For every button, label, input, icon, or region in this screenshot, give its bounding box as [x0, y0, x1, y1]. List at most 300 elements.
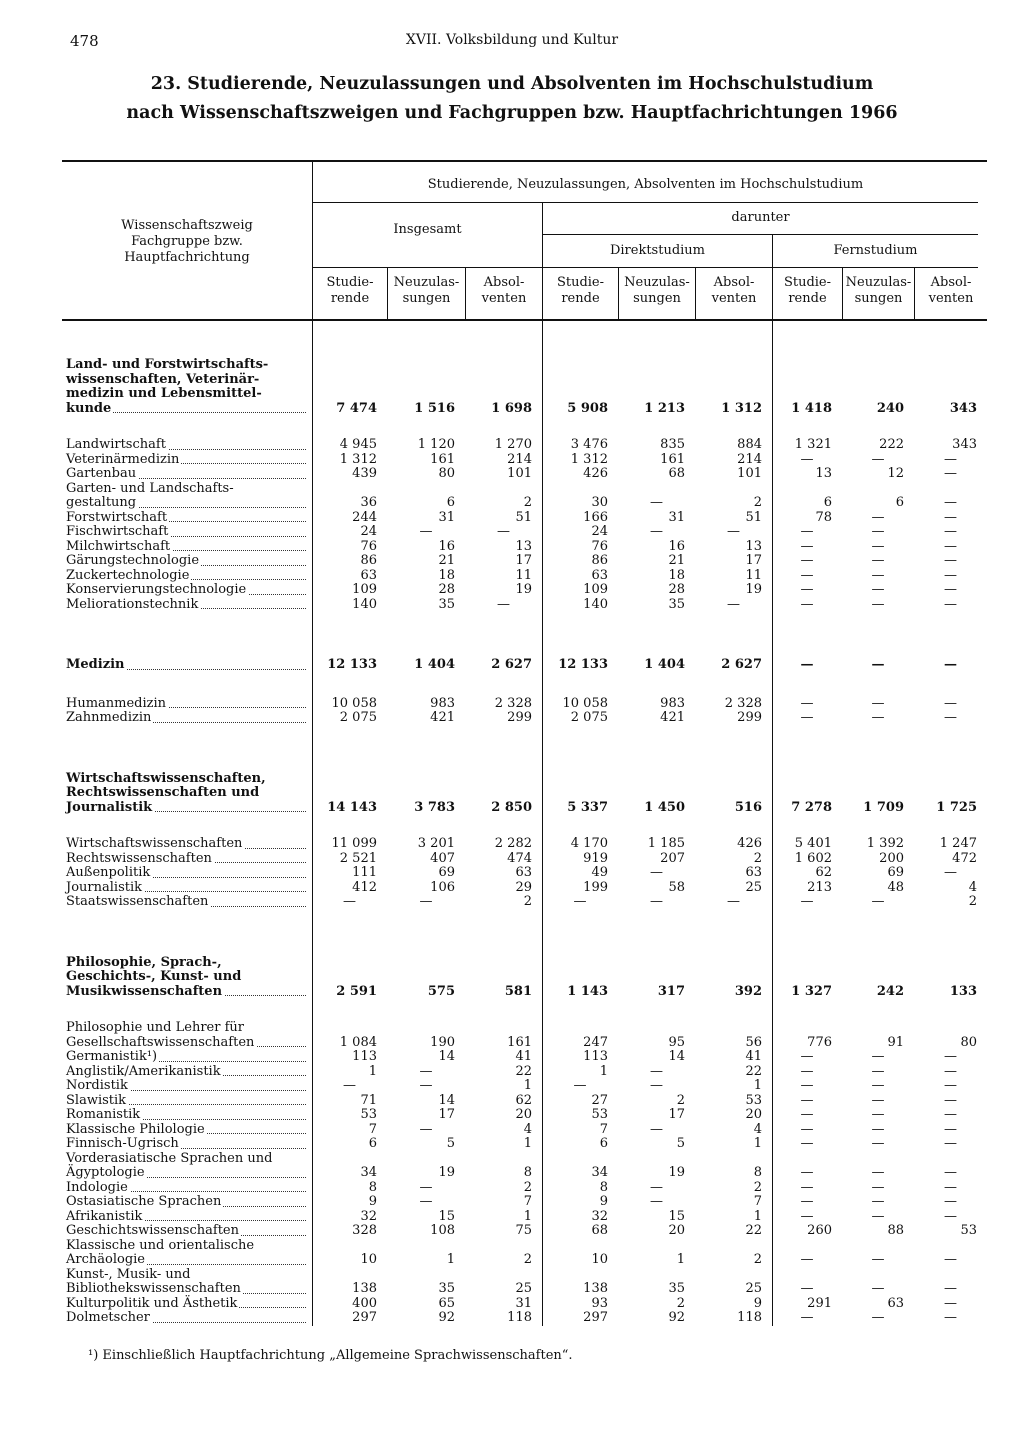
row-label — [62, 1210, 312, 1225]
col-neuzulassungen-direkt: Neuzulas- sungen — [624, 275, 690, 306]
row-label — [62, 1108, 312, 1123]
cell-value: 1 185 — [647, 836, 685, 851]
row-label-text: Milchwirtschaft — [66, 538, 171, 554]
row-label — [62, 837, 312, 852]
cell-value: 5 — [446, 1136, 455, 1151]
row-label-line — [66, 658, 312, 673]
table-row — [62, 852, 987, 867]
cell-value: — — [944, 466, 957, 481]
row-label-line — [66, 697, 312, 712]
cell-value: 19 — [438, 1165, 455, 1180]
row-label-line — [66, 1065, 312, 1080]
row-label — [62, 1152, 312, 1181]
row-label — [62, 1137, 312, 1152]
cell-value: 10 — [360, 1252, 377, 1267]
cell-value: 8 — [753, 1165, 762, 1180]
cell-value: — — [343, 894, 356, 909]
cell-value: 214 — [507, 451, 532, 467]
cell-value: 2 — [753, 1179, 762, 1195]
row-label — [62, 1123, 312, 1138]
row-label-line — [66, 1094, 312, 1109]
cell-value: 1 450 — [644, 799, 685, 815]
row-label — [62, 1195, 312, 1210]
cell-value: 109 — [583, 582, 608, 597]
cell-value: 242 — [876, 983, 904, 999]
cell-value: 2 850 — [491, 799, 532, 815]
cell-value: 8 — [368, 1179, 377, 1195]
cell-value: 30 — [591, 495, 608, 510]
cell-value: — — [573, 894, 587, 909]
cell-value: 63 — [745, 865, 762, 880]
cell-value: 49 — [591, 865, 608, 880]
row-spacer — [62, 320, 987, 358]
cell-value: 9 — [368, 1194, 377, 1209]
cell-value: — — [419, 1179, 433, 1195]
cell-value: — — [871, 596, 885, 612]
cell-value: 22 — [745, 1063, 762, 1079]
row-label — [62, 453, 312, 468]
cell-value: 18 — [438, 567, 455, 583]
cell-value: 1 327 — [791, 983, 832, 999]
table-row — [62, 438, 987, 453]
cell-value: — — [871, 1063, 885, 1079]
row-label-line: Garten- und Landschafts- — [66, 480, 234, 496]
row-label — [62, 540, 312, 555]
cell-value: 63 — [360, 567, 377, 583]
cell-value: 1 404 — [414, 657, 455, 672]
table-row — [62, 1137, 987, 1152]
cell-value: — — [944, 1179, 957, 1195]
table-header — [62, 160, 987, 320]
row-label-text: Fischwirtschaft — [66, 524, 169, 539]
row-label-line — [66, 1282, 312, 1297]
row-label — [62, 956, 312, 1000]
col-studierende-fern: Studie- rende — [783, 275, 832, 306]
cell-value: 14 — [438, 1092, 455, 1108]
row-label-text: Zuckertechnologie — [66, 567, 190, 583]
group-row — [62, 358, 987, 416]
cell-value: 28 — [668, 582, 685, 597]
cell-value: — — [800, 1136, 814, 1151]
cell-value: 113 — [583, 1049, 608, 1064]
cell-value: 2 — [753, 1252, 762, 1267]
cell-value: — — [343, 1078, 356, 1093]
row-label-line: Philosophie und Lehrer für — [66, 1020, 244, 1035]
cell-value: 11 — [745, 567, 762, 583]
cell-value: 776 — [807, 1034, 832, 1050]
cell-value: — — [944, 1078, 957, 1093]
cell-value: 4 — [968, 879, 977, 895]
header-fernstudium: Fernstudium — [833, 243, 918, 258]
row-label — [62, 1065, 312, 1080]
cell-value: 1 516 — [414, 400, 455, 416]
cell-value: 2 — [968, 894, 977, 909]
cell-value: — — [944, 1281, 957, 1296]
cell-value: — — [800, 524, 814, 539]
row-label-text: Geschichtswissenschaften — [66, 1223, 239, 1238]
cell-value: — — [944, 538, 957, 554]
cell-value: 1 120 — [417, 437, 455, 452]
cell-value: 25 — [745, 1281, 762, 1296]
cell-value: 1 312 — [570, 451, 608, 467]
cell-value: 161 — [660, 451, 685, 467]
row-label-line — [66, 496, 312, 511]
statistics-table — [62, 160, 987, 1326]
table-row — [62, 569, 987, 584]
cell-value: — — [944, 1310, 957, 1325]
cell-value: 53 — [745, 1092, 762, 1108]
cell-value: 12 133 — [327, 657, 377, 672]
cell-value: — — [800, 538, 814, 554]
cell-value: — — [871, 567, 885, 583]
cell-value: — — [871, 1252, 885, 1267]
row-label-text: Konservierungstechnologie — [66, 582, 247, 597]
cell-value: 32 — [591, 1208, 608, 1224]
cell-value: 581 — [504, 983, 532, 999]
cell-value: 2 — [676, 1092, 685, 1108]
cell-value: 1 — [368, 1063, 377, 1079]
cell-value: — — [800, 1049, 814, 1064]
row-label-line — [66, 895, 312, 910]
row-label-line — [66, 837, 312, 852]
row-label — [62, 1094, 312, 1109]
cell-value: 63 — [887, 1295, 904, 1311]
row-label-line — [66, 453, 312, 468]
cell-value: — — [944, 451, 957, 467]
cell-value: 31 — [668, 509, 685, 525]
cell-value: — — [944, 1136, 957, 1151]
cell-value: 575 — [427, 983, 455, 999]
row-label-text: Gärungstechnologie — [66, 553, 200, 568]
cell-value: 1 404 — [644, 657, 685, 672]
cell-value: 69 — [887, 865, 904, 880]
cell-value: 58 — [668, 879, 685, 895]
cell-value: — — [727, 596, 740, 612]
cell-value: 13 — [745, 538, 762, 554]
cell-value: 24 — [591, 524, 608, 539]
row-label — [62, 866, 312, 881]
cell-value: 2 — [753, 850, 762, 866]
cell-value: 12 133 — [558, 657, 608, 672]
row-label-line — [66, 438, 312, 453]
cell-value: 9 — [599, 1194, 608, 1209]
cell-value: — — [871, 1136, 885, 1151]
cell-value: — — [650, 524, 663, 539]
row-label-line — [66, 852, 312, 867]
row-label-line — [66, 402, 312, 417]
cell-value: 1 213 — [644, 400, 685, 416]
cell-value: 1 709 — [863, 799, 904, 815]
header-top: Studierende, Neuzulassungen, Absolventen im Hochschulstudium — [427, 177, 864, 192]
cell-value: — — [650, 1121, 663, 1137]
row-label — [62, 1224, 312, 1239]
cell-value: 138 — [583, 1281, 608, 1296]
cell-value: 2 627 — [491, 657, 532, 672]
cell-value: — — [419, 1121, 433, 1137]
row-label-line — [66, 511, 312, 526]
cell-value: — — [871, 553, 885, 568]
row-label — [62, 358, 312, 416]
cell-value: 884 — [737, 437, 762, 452]
row-label — [62, 1268, 312, 1297]
cell-value: 2 328 — [724, 695, 762, 711]
cell-value: 4 — [523, 1121, 532, 1137]
row-label-line: Geschichts-, Kunst- und — [66, 969, 242, 984]
cell-value: — — [800, 695, 814, 711]
row-label — [62, 881, 312, 896]
row-label-text: Anglistik/Amerikanistik — [66, 1063, 221, 1079]
cell-value: — — [871, 1194, 885, 1209]
cell-value: — — [650, 1194, 663, 1209]
row-label-text: Kulturpolitik und Ästhetik — [66, 1295, 238, 1311]
row-label-line — [66, 711, 312, 726]
row-label-text: Landwirtschaft — [66, 437, 166, 452]
cell-value: 53 — [960, 1223, 977, 1238]
row-label-line — [66, 1166, 312, 1181]
cell-value: 92 — [668, 1310, 685, 1325]
row-label-line — [66, 1224, 312, 1239]
cell-value: 9 — [753, 1295, 762, 1311]
cell-value: 1 — [523, 1208, 532, 1224]
title-line-1: 23. Studierende, Neuzulassungen und Absolventen im Hochschulstudium — [150, 74, 874, 94]
cell-value: — — [944, 1295, 957, 1311]
cell-value: 1 270 — [494, 437, 532, 452]
row-label-text: Gesellschaftswissenschaften — [66, 1034, 255, 1050]
col-neuzulassungen-insgesamt: Neuzulas- sungen — [393, 275, 460, 306]
row-label-text: Bibliothekswissenschaften — [66, 1281, 241, 1296]
cell-value: 34 — [360, 1165, 377, 1180]
cell-value: — — [944, 1165, 957, 1180]
cell-value: 80 — [960, 1034, 977, 1050]
row-label — [62, 697, 312, 712]
cell-value: — — [871, 1078, 885, 1093]
row-spacer — [62, 815, 987, 837]
cell-value: 3 201 — [417, 836, 455, 851]
row-label — [62, 467, 312, 482]
cell-value: — — [800, 1063, 814, 1079]
row-label — [62, 772, 312, 816]
cell-value: 1 418 — [791, 400, 832, 416]
cell-value: 343 — [949, 400, 977, 416]
row-label-text: Afrikanistik — [66, 1208, 143, 1224]
cell-value: 328 — [352, 1223, 377, 1238]
cell-value: 6 — [895, 495, 904, 510]
cell-value: 1 — [523, 1078, 532, 1093]
cell-value: 7 — [368, 1121, 377, 1137]
cell-value: 5 337 — [567, 799, 608, 815]
row-label-text: Meliorationstechnik — [66, 596, 199, 612]
cell-value: 1 725 — [936, 799, 977, 815]
cell-value: 101 — [737, 466, 762, 481]
cell-value: 291 — [807, 1295, 832, 1311]
cell-value: — — [871, 524, 885, 539]
cell-value: 3 783 — [414, 799, 455, 815]
table-row — [62, 1268, 987, 1297]
table-row — [62, 554, 987, 569]
col-absolventen-fern: Absol- venten — [928, 275, 974, 306]
cell-value: — — [419, 524, 433, 539]
row-label-text: Romanistik — [66, 1107, 141, 1122]
row-label-text: Gartenbau — [66, 466, 137, 481]
footnote: ¹) Einschließlich Hauptfachrichtung „Allgemeine Sprachwissenschaften“. — [88, 1348, 573, 1363]
cell-value: 41 — [745, 1049, 762, 1064]
col-studierende-direkt: Studie- rende — [556, 275, 605, 306]
row-label — [62, 852, 312, 867]
cell-value: — — [800, 1078, 814, 1093]
row-label-line — [66, 1079, 312, 1094]
cell-value: — — [871, 451, 885, 467]
table-row — [62, 1050, 987, 1065]
cell-value: 10 — [591, 1252, 608, 1267]
row-label-line — [66, 866, 312, 881]
cell-value: — — [800, 567, 814, 583]
table-row — [62, 881, 987, 896]
cell-value: 8 — [523, 1165, 532, 1180]
cell-value: — — [944, 865, 957, 880]
cell-value: 109 — [352, 582, 377, 597]
cell-value: 421 — [660, 710, 685, 725]
cell-value: 299 — [737, 710, 762, 725]
cell-value: 516 — [734, 799, 762, 815]
row-label — [62, 1311, 312, 1326]
row-label-line: Wirtschaftswissenschaften, — [66, 770, 266, 786]
group-row — [62, 658, 987, 673]
cell-value: 53 — [360, 1107, 377, 1122]
table-row — [62, 525, 987, 540]
row-label — [62, 711, 312, 726]
cell-value: 472 — [952, 850, 977, 866]
cell-value: 214 — [737, 451, 762, 467]
cell-value: 4 170 — [570, 836, 608, 851]
cell-value: — — [727, 524, 740, 539]
cell-value: 1 312 — [721, 400, 762, 416]
cell-value: — — [871, 582, 885, 597]
cell-value: 71 — [360, 1092, 377, 1108]
row-label-text: gestaltung — [66, 495, 137, 510]
cell-value: — — [871, 1179, 885, 1195]
table-row — [62, 1210, 987, 1225]
row-label-text: Medizin — [66, 657, 125, 672]
cell-value: 983 — [660, 695, 685, 711]
cell-value: 4 945 — [339, 437, 377, 452]
cell-value: 86 — [591, 553, 608, 568]
row-label-line — [66, 569, 312, 584]
cell-value: 28 — [438, 582, 455, 597]
cell-value: 20 — [668, 1223, 685, 1238]
cell-value: 14 — [668, 1049, 685, 1064]
cell-value: — — [944, 1121, 957, 1137]
row-label-line — [66, 1297, 312, 1312]
cell-value: — — [497, 524, 510, 539]
table-title — [0, 70, 1024, 128]
cell-value: 17 — [515, 553, 532, 568]
cell-value: 63 — [591, 567, 608, 583]
row-label — [62, 1050, 312, 1065]
row-spacer — [62, 416, 987, 438]
cell-value: 36 — [360, 495, 377, 510]
row-label-text: Außenpolitik — [66, 865, 151, 880]
cell-value: 161 — [507, 1034, 532, 1050]
row-label — [62, 569, 312, 584]
row-label-text: Ägyptologie — [66, 1165, 145, 1180]
cell-value: — — [944, 495, 957, 510]
row-label-line — [66, 467, 312, 482]
cell-value: 919 — [583, 850, 608, 866]
row-label-line: Land- und Forstwirtschafts- — [66, 357, 269, 372]
cell-value: 213 — [807, 879, 832, 895]
cell-value: 7 — [753, 1194, 762, 1209]
cell-value: — — [800, 1165, 814, 1180]
row-label-text: Indologie — [66, 1179, 128, 1195]
cell-value: 835 — [660, 437, 685, 452]
cell-value: 133 — [949, 983, 977, 999]
cell-value: 18 — [668, 567, 685, 583]
row-label — [62, 438, 312, 453]
row-label — [62, 1079, 312, 1094]
cell-value: 20 — [515, 1107, 532, 1122]
cell-value: 161 — [430, 451, 455, 467]
cell-value: 80 — [438, 466, 455, 481]
cell-value: 7 — [599, 1121, 608, 1137]
col-absolventen-insgesamt: Absol- venten — [481, 275, 527, 306]
cell-value: 53 — [591, 1107, 608, 1122]
cell-value: — — [944, 1049, 957, 1064]
cell-value: — — [800, 894, 814, 909]
cell-value: 25 — [515, 1281, 532, 1296]
cell-value: 297 — [352, 1310, 377, 1325]
cell-value: 75 — [515, 1223, 532, 1238]
cell-value: 6 — [599, 1136, 608, 1151]
cell-value: — — [944, 710, 957, 725]
cell-value: 8 — [599, 1179, 608, 1195]
cell-value: 2 627 — [721, 657, 762, 672]
cell-value: 93 — [591, 1295, 608, 1311]
cell-value: — — [944, 1063, 957, 1079]
cell-value: 86 — [360, 553, 377, 568]
cell-value: 200 — [879, 850, 904, 866]
cell-value: 2 282 — [494, 836, 532, 851]
table-row — [62, 1065, 987, 1080]
cell-value: 95 — [668, 1034, 685, 1050]
cell-value: — — [650, 865, 663, 880]
row-label-text: Dolmetscher — [66, 1310, 150, 1325]
cell-value: 113 — [352, 1049, 377, 1064]
row-label — [62, 525, 312, 540]
row-label — [62, 1181, 312, 1196]
cell-value: 207 — [660, 850, 685, 866]
cell-value: 32 — [360, 1208, 377, 1224]
cell-value: 22 — [515, 1063, 532, 1079]
cell-value: 5 908 — [567, 400, 608, 416]
row-label-line — [66, 540, 312, 555]
row-spacer — [62, 612, 987, 658]
cell-value: 392 — [734, 983, 762, 999]
cell-value: — — [573, 1078, 587, 1093]
row-label — [62, 598, 312, 613]
col-neuzulassungen-fern: Neuzulas- sungen — [845, 275, 912, 306]
table-row — [62, 1108, 987, 1123]
table-row — [62, 1181, 987, 1196]
cell-value: — — [871, 1165, 885, 1180]
cell-value: 1 698 — [491, 400, 532, 416]
row-label-text: Germanistik¹) — [66, 1049, 158, 1064]
cell-value: 140 — [352, 596, 377, 612]
cell-value: — — [800, 1092, 814, 1108]
cell-value: — — [419, 1194, 433, 1209]
table-row — [62, 1123, 987, 1138]
table-body — [62, 320, 987, 1326]
cell-value: 6 — [823, 495, 832, 510]
